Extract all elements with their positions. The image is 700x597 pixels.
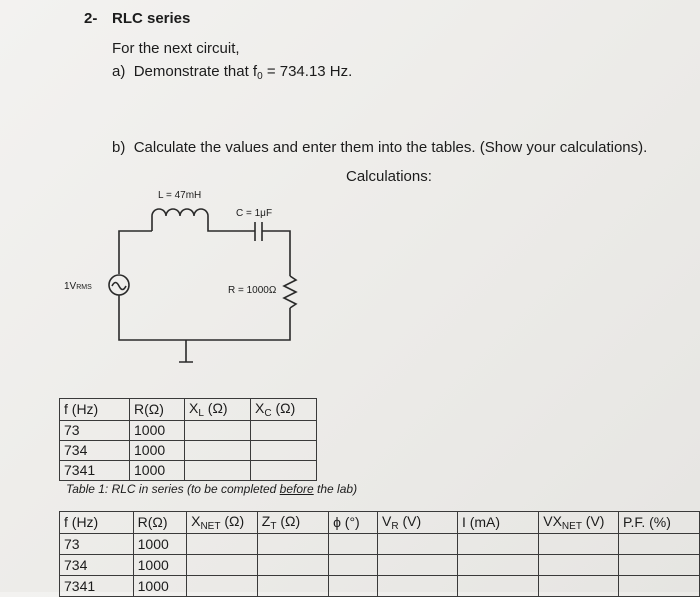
t2-cell-vxnet[interactable] (539, 576, 619, 597)
resistor-icon (284, 276, 296, 308)
t2-cell-zt[interactable] (257, 555, 328, 576)
inductor-label: L = 47mH (158, 190, 202, 201)
t2-header-resistance: R(Ω) (133, 512, 186, 534)
t2-cell-phase[interactable] (329, 576, 378, 597)
t1-cell-r: 1000 (130, 441, 185, 461)
t2-cell-f: 7341 (60, 576, 134, 597)
part-b-label: b) (112, 139, 126, 156)
part-a-label: a) (112, 63, 126, 80)
t2-header-vxnet: $VX_{NET}$ (V) (539, 512, 619, 534)
t2-cell-pf[interactable] (618, 534, 699, 555)
t2-cell-r: 1000 (133, 534, 186, 555)
table-1-caption: Table 1: RLC in series (to be completed before the lab) (66, 482, 358, 496)
t2-header-vr: $V_R$ (V) (378, 512, 458, 534)
part-a-value: = 734.13 Hz. (262, 63, 353, 80)
t2-cell-f: 734 (60, 555, 134, 576)
question-number: 2- (84, 10, 98, 27)
t1-header-xl: $X_L$ (Ω) (185, 399, 251, 421)
t2-header-current: I (mA) (457, 512, 538, 534)
resistor-label: R = 1000Ω (228, 285, 277, 296)
table-row (60, 461, 317, 481)
t2-cell-pf[interactable] (618, 555, 699, 576)
source-label: 1VRMS (64, 281, 92, 292)
wire-right-top (262, 231, 290, 276)
t2-cell-r: 1000 (133, 555, 186, 576)
t1-header-xc: $X_C$ (Ω) (251, 399, 317, 421)
table-row (60, 555, 700, 576)
wire-right-bottom (119, 295, 290, 340)
t1-cell-f: 734 (60, 441, 130, 461)
t2-header-frequency: f (Hz) (60, 512, 134, 534)
t2-cell-vr[interactable] (378, 576, 458, 597)
t2-cell-r: 1000 (133, 576, 186, 597)
part-a-subscript: 0 (257, 71, 263, 82)
table-row (60, 534, 700, 555)
table-row (60, 441, 317, 461)
t2-cell-current[interactable] (457, 534, 538, 555)
t1-cell-xc[interactable] (251, 461, 317, 481)
t2-cell-phase[interactable] (329, 555, 378, 576)
t2-cell-f: 73 (60, 534, 134, 555)
table-2 (59, 511, 700, 597)
t2-header-zt: $Z_T$ (Ω) (257, 512, 328, 534)
part-b-text: Calculate the values and enter them into the tables. (Show your calculations). (133, 139, 648, 156)
t2-cell-phase[interactable] (329, 534, 378, 555)
t2-cell-vxnet[interactable] (539, 555, 619, 576)
calculations-label: Calculations: (346, 168, 432, 185)
t1-cell-f: 7341 (60, 461, 130, 481)
inductor-icon (152, 209, 208, 216)
t1-header-resistance: R(Ω) (130, 399, 185, 421)
table-2-header (60, 512, 700, 534)
t1-cell-r: 1000 (130, 421, 185, 441)
question-title: RLC series (112, 10, 191, 27)
t2-cell-xnet[interactable] (187, 576, 258, 597)
table-1-header (60, 399, 317, 421)
t1-cell-xl[interactable] (185, 461, 251, 481)
t1-cell-xc[interactable] (251, 441, 317, 461)
t2-cell-xnet[interactable] (187, 534, 258, 555)
t1-cell-xc[interactable] (251, 421, 317, 441)
t2-cell-vxnet[interactable] (539, 534, 619, 555)
ground-icon (179, 340, 193, 362)
t2-cell-vr[interactable] (378, 534, 458, 555)
t2-cell-xnet[interactable] (187, 555, 258, 576)
t2-cell-pf[interactable] (618, 576, 699, 597)
table-row (60, 421, 317, 441)
t1-cell-xl[interactable] (185, 421, 251, 441)
table-row (60, 576, 700, 597)
t2-cell-zt[interactable] (257, 576, 328, 597)
capacitor-icon (255, 222, 262, 241)
t2-cell-current[interactable] (457, 555, 538, 576)
t1-cell-xl[interactable] (185, 441, 251, 461)
t1-cell-f: 73 (60, 421, 130, 441)
t2-cell-vr[interactable] (378, 555, 458, 576)
part-a-text: Demonstrate that f (133, 63, 258, 80)
question-intro: For the next circuit, (112, 40, 240, 57)
capacitor-label: C = 1μF (236, 208, 273, 219)
t1-cell-r: 1000 (130, 461, 185, 481)
t2-cell-current[interactable] (457, 576, 538, 597)
t1-header-frequency: f (Hz) (60, 399, 130, 421)
table-1 (59, 398, 317, 481)
t2-header-phase: ϕ (°) (329, 512, 378, 534)
t2-header-xnet: $X_{NET}$ (Ω) (187, 512, 258, 534)
t2-cell-zt[interactable] (257, 534, 328, 555)
t2-header-power-factor: P.F. (%) (618, 512, 699, 534)
wire-left-top (119, 231, 152, 274)
